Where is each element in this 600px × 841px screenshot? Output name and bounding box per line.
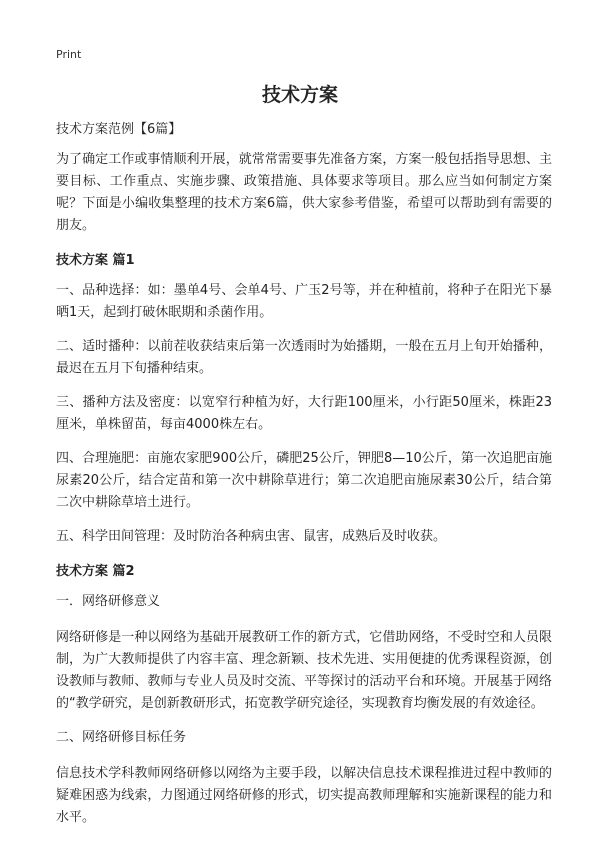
document-subtitle: 技术方案范例【6篇】 — [56, 122, 182, 137]
print-link[interactable]: Print — [56, 48, 82, 61]
section-1-paragraph: 一、品种选择：如：墨单4号、会单4号、广玉2号等，并在种植前，将种子在阳光下暴晒1天，起到打破休眠期和杀菌作用。 — [56, 283, 552, 320]
document-body — [56, 118, 552, 841]
section-1-heading: 技术方案 篇1 — [56, 253, 135, 268]
section-1-paragraph: 二、适时播种：以前茬收获结束后第一次透雨时为始播期，一般在五月上旬开始播种，最迟在五月下旬播种结束。 — [56, 339, 552, 376]
page-title: 技术方案 — [261, 84, 338, 106]
section-2-heading: 技术方案 篇2 — [56, 564, 135, 579]
section-1-paragraph: 四、合理施肥：亩施农家肥900公斤，磷肥25公斤，钾肥8—10公斤，第一次追肥亩施尿素20公斤，结合定苗和第一次中耕除草进行；第二次追肥亩施尿素30公斤，结合第二次中耕除草培土进行。 — [56, 451, 552, 510]
section-1-paragraph: 五、科学田间管理：及时防治各种病虫害、鼠害，成熟后及时收获。 — [56, 529, 447, 544]
section-2-subheading: 一．网络研修意义 — [56, 594, 161, 609]
section-2-subheading: 二、网络研修目标任务 — [56, 730, 187, 745]
section-2-paragraph: 网络研修是一种以网络为基础开展教研工作的新方式，它借助网络，不受时空和人员限制，为广大教师提供了内容丰富、理念新颖、技术先进、实用便捷的优秀课程资源，创设教师与教师、教师与专业人员及时交流、平等探讨的活动平台和环境。开展基于网络的“教学研究，是创新教研形式，拓宽教学研究途径，实现教育均衡发展的有效途径。 — [56, 630, 552, 711]
intro-paragraph: 为了确定工作或事情顺利开展，就常常需要事先准备方案，方案一般包括指导思想、主要目标、工作重点、实施步骤、政策措施、具体要求等项目。那么应当如何制定方案呢？下面是小编收集整理的技术方案6篇，供大家参考借鉴，希望可以帮助到有需要的朋友。 — [56, 152, 552, 233]
section-1-paragraph: 三、播种方法及密度：以宽窄行种植为好，大行距100厘米，小行距50厘米，株距23厘米，单株留苗，每亩4000株左右。 — [56, 395, 552, 432]
section-2-paragraph: 信息技术学科教师网络研修以网络为主要手段，以解决信息技术课程推进过程中教师的疑难困惑为线索，力图通过网络研修的形式，切实提高教师理解和实施新课程的能力和水平。 — [56, 766, 552, 825]
